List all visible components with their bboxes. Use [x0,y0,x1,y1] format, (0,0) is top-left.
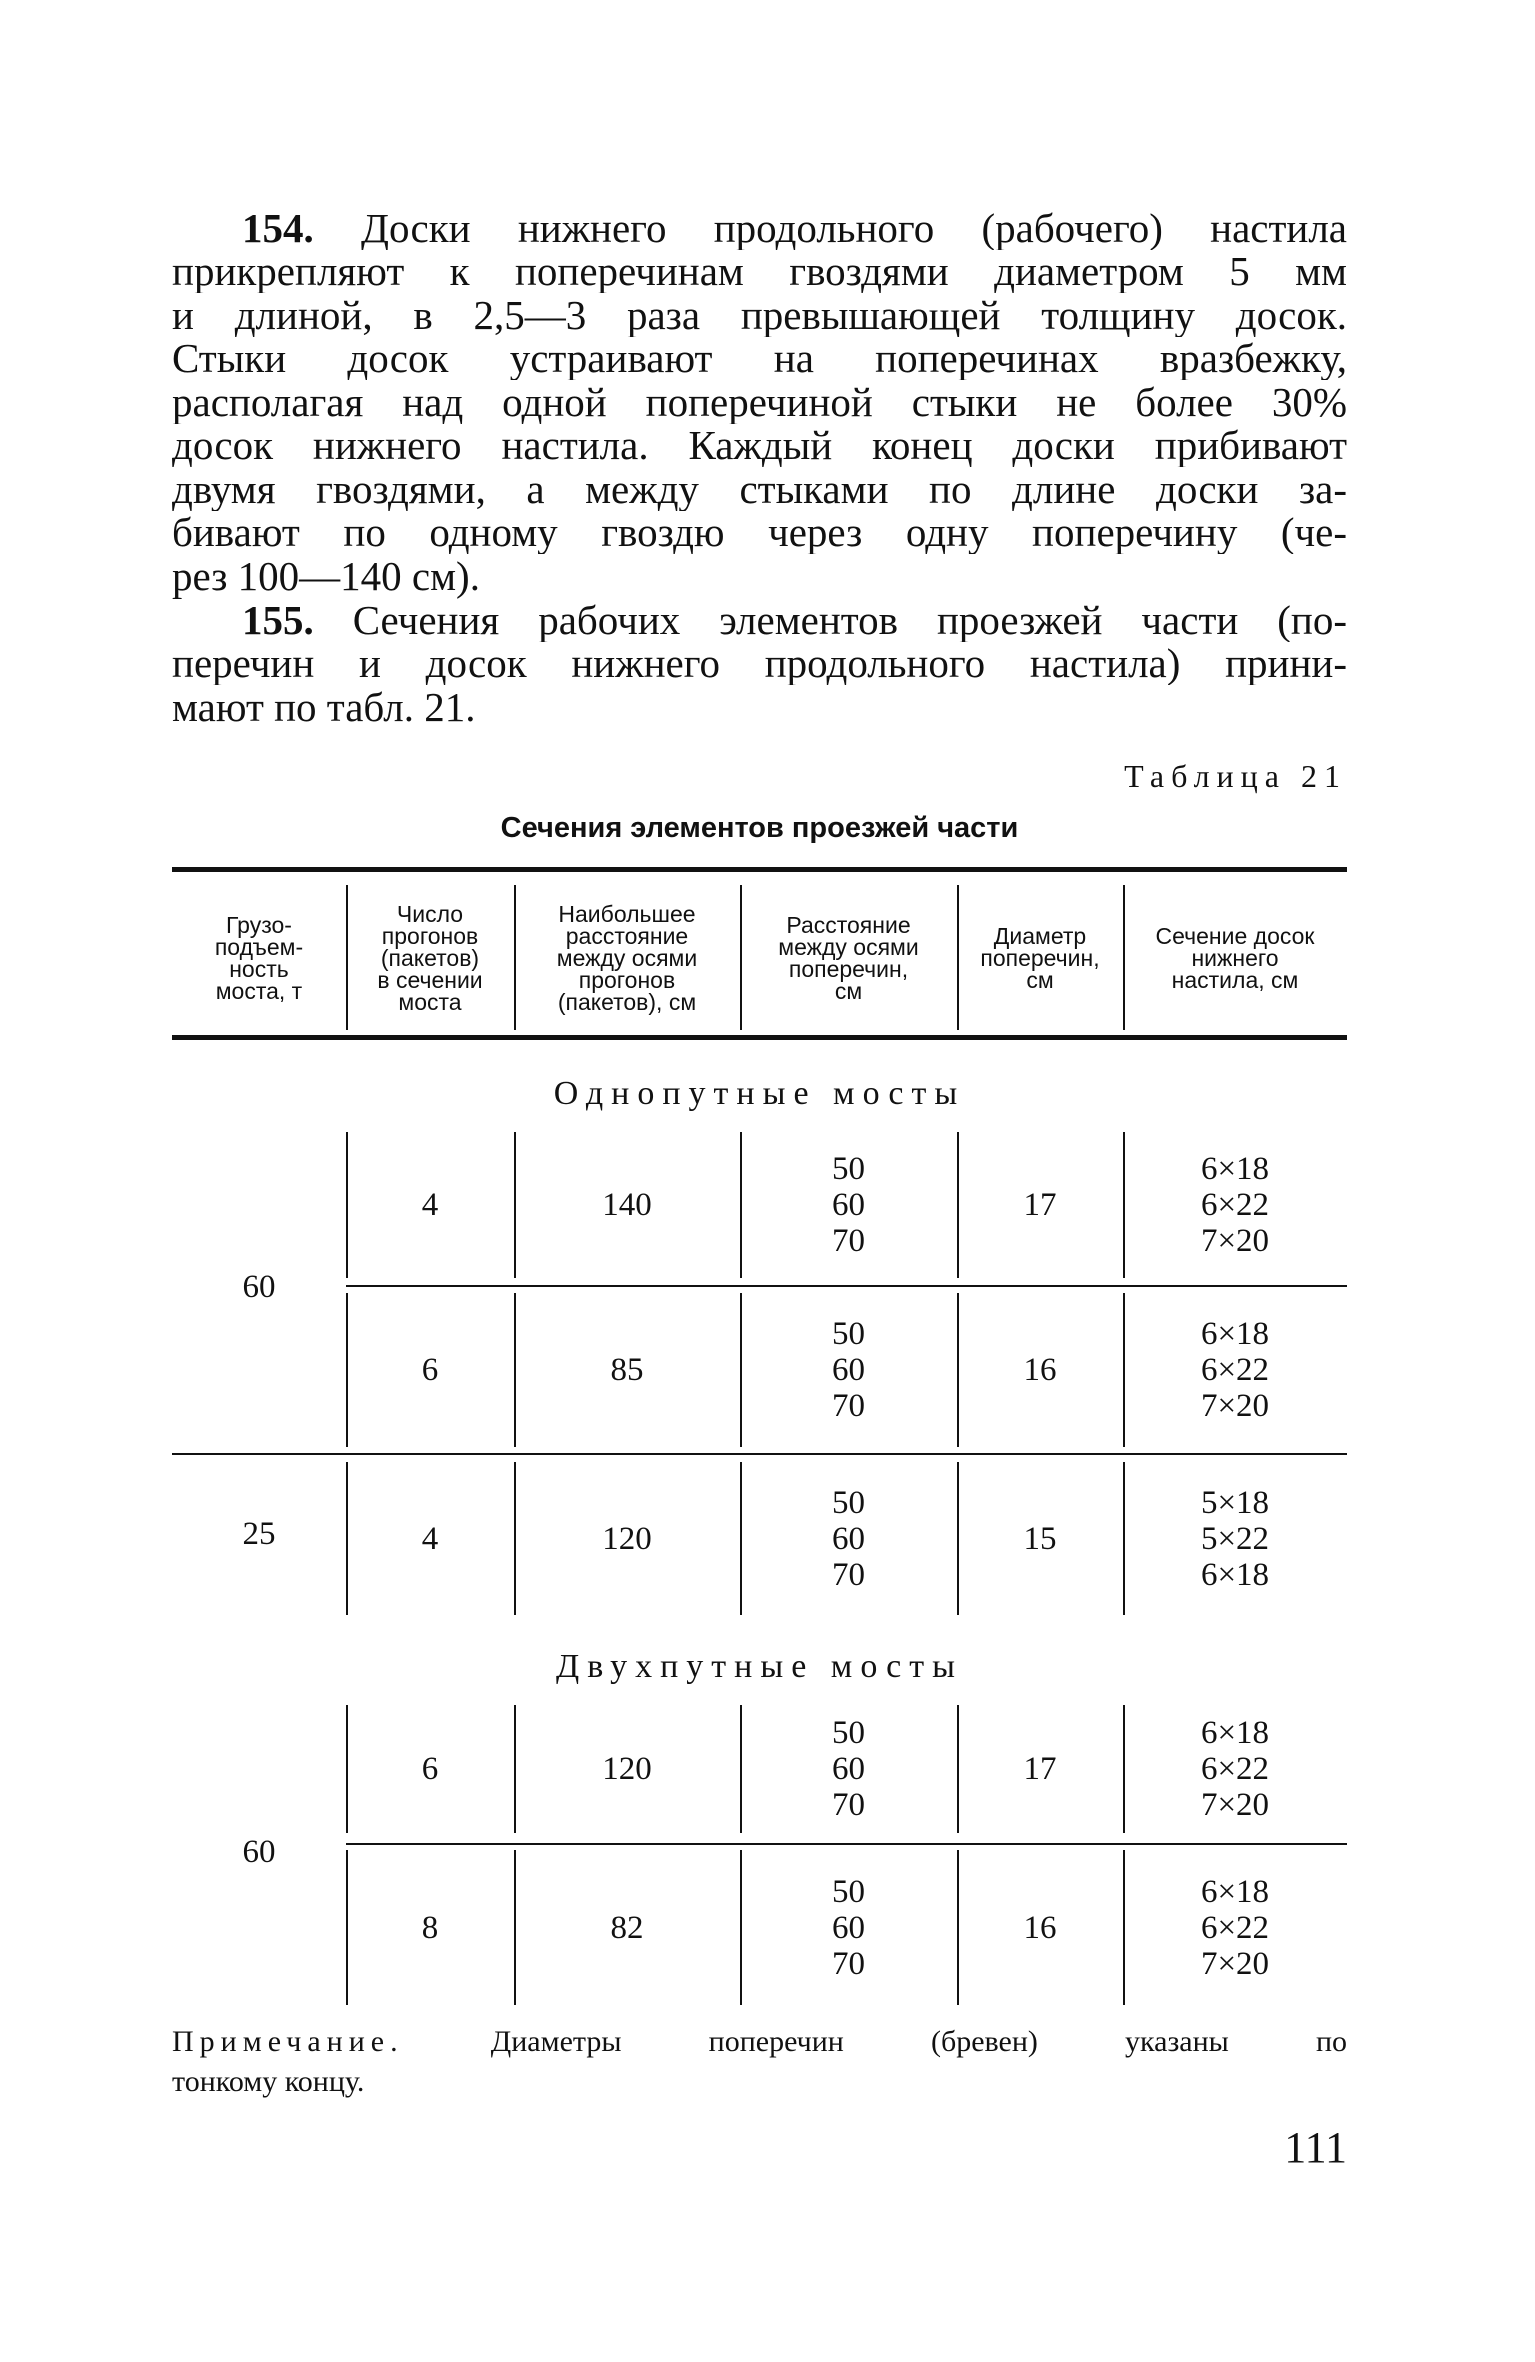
girders-cell: 4 [421,1520,439,1557]
group-divider [172,1453,1347,1455]
max-spacing-cell: 82 [610,1909,644,1946]
crossbeam-spacing-value: 70 [832,1388,865,1424]
girders-cell: 6 [421,1352,439,1388]
crossbeam-spacing-value: 60 [832,1352,865,1388]
diameter-cell: 16 [1023,1909,1057,1946]
diameter-cell: 17 [1023,1187,1057,1223]
diameter-cell: 17 [1023,1751,1057,1787]
board-section-value: 6×22 [1200,1352,1270,1388]
table-note-continued: тонкому концу. [172,2065,365,2098]
page-number: 111 [1284,2123,1347,2172]
board-section-value: 7×20 [1200,1388,1270,1424]
para154-number: 154. [242,206,314,250]
table-header-cell [346,885,514,1030]
max-spacing-cell: 120 [602,1520,652,1557]
board-section-value: 6×18 [1200,1715,1270,1751]
para155-line: Сечения рабочих элементов проезжей части (по- [352,598,1347,642]
table-header-rule [172,1035,1347,1040]
crossbeam-spacing-value: 60 [832,1909,865,1946]
table-header-cell [740,885,957,1030]
section-title: Двухпутные мосты [556,1648,963,1685]
para154-line: Доски нижнего продольного (рабочего) настила [361,206,1347,250]
para154-line: и длиной, в 2,5—3 раза превышающей толщину досок. [172,293,1347,337]
table-note [172,2024,1347,2060]
board-section-value: 6×18 [1200,1316,1270,1352]
crossbeam-spacing-value: 70 [832,1556,865,1593]
max-spacing-cell: 120 [602,1751,652,1787]
table-title: Сечения элементов проезжей части [500,812,1019,844]
para155-line: мают по табл. 21. [172,684,476,730]
board-section-value: 7×20 [1200,1945,1270,1982]
board-section-value: 6×18 [1200,1873,1270,1910]
board-section-value: 6×22 [1200,1751,1270,1787]
board-section-value: 6×22 [1200,1909,1270,1946]
crossbeam-spacing-value: 60 [832,1520,865,1557]
table-label: Таблица 21 [1124,758,1347,794]
table-header-cell [514,885,740,1030]
board-section-value: 6×22 [1200,1187,1270,1223]
para154-line: рез 100—140 см). [172,553,480,599]
girders-cell: 4 [421,1187,439,1223]
board-section-value: 5×18 [1200,1484,1270,1521]
header-text: Сечение досок нижнего настила, см [1155,922,1315,993]
board-section-value: 6×18 [1200,1556,1270,1593]
board-section-value: 7×20 [1200,1223,1270,1259]
table-header-cell [1123,885,1347,1030]
para155-number: 155. [242,598,314,642]
para154-line: Стыки досок устраивают на поперечинах вразбежку, [172,336,1347,380]
para155-line: перечин и досок нижнего продольного настила) прини- [172,641,1347,685]
header-text: Диаметр поперечин, см [980,922,1100,993]
note-label: Примечание. [172,2025,404,2058]
para154-line: располагая над одной поперечиной стыки не более 30% [172,380,1347,424]
row-divider [346,1843,1347,1845]
crossbeam-spacing-value: 50 [832,1873,865,1910]
table-header-cell [172,885,346,1030]
crossbeam-spacing-value: 60 [832,1751,865,1787]
header-text: Грузо- подъем- ность моста, т [214,911,304,1004]
girders-cell: 8 [421,1909,439,1946]
para154-line: двумя гвоздями, а между стыками по длине доски за- [172,467,1347,511]
diameter-cell: 15 [1023,1520,1057,1557]
max-spacing-cell: 85 [610,1352,644,1388]
section-title: Однопутные мосты [553,1075,966,1112]
board-section-value: 6×18 [1200,1151,1270,1187]
diameter-cell: 16 [1023,1352,1057,1388]
capacity-cell: 25 [242,1516,276,1552]
para154-line: бивают по одному гвоздю через одну поперечину (че- [172,510,1347,554]
board-section-value: 5×22 [1200,1520,1270,1557]
crossbeam-spacing-value: 60 [832,1187,865,1223]
para154-line: прикрепляют к поперечинам гвоздями диаметром 5 мм [172,249,1347,293]
header-text: Наибольшее расстояние между осями прогонов (пакетов), см [556,900,698,1015]
crossbeam-spacing-value: 70 [832,1223,865,1259]
board-section-value: 7×20 [1200,1787,1270,1823]
table-top-rule [172,867,1347,872]
capacity-cell: 60 [242,1269,276,1305]
para154-line: досок нижнего настила. Каждый конец доски прибивают [172,423,1347,467]
header-text: Число прогонов (пакетов) в сечении моста [377,900,483,1015]
crossbeam-spacing-value: 70 [832,1787,865,1823]
para154-first-line [172,206,1347,250]
note-text: Диаметры поперечин (бревен) указаны по [490,2025,1347,2058]
capacity-cell: 60 [242,1834,276,1870]
crossbeam-spacing-value: 50 [832,1316,865,1352]
max-spacing-cell: 140 [602,1187,652,1223]
row-divider [346,1285,1347,1287]
table-header-cell [957,885,1123,1030]
crossbeam-spacing-value: 70 [832,1945,865,1982]
para155-first-line [172,598,1347,642]
girders-cell: 6 [421,1751,439,1787]
crossbeam-spacing-value: 50 [832,1484,865,1521]
crossbeam-spacing-value: 50 [832,1715,865,1751]
header-text: Расстояние между осями поперечин, см [778,911,919,1004]
crossbeam-spacing-value: 50 [832,1151,865,1187]
